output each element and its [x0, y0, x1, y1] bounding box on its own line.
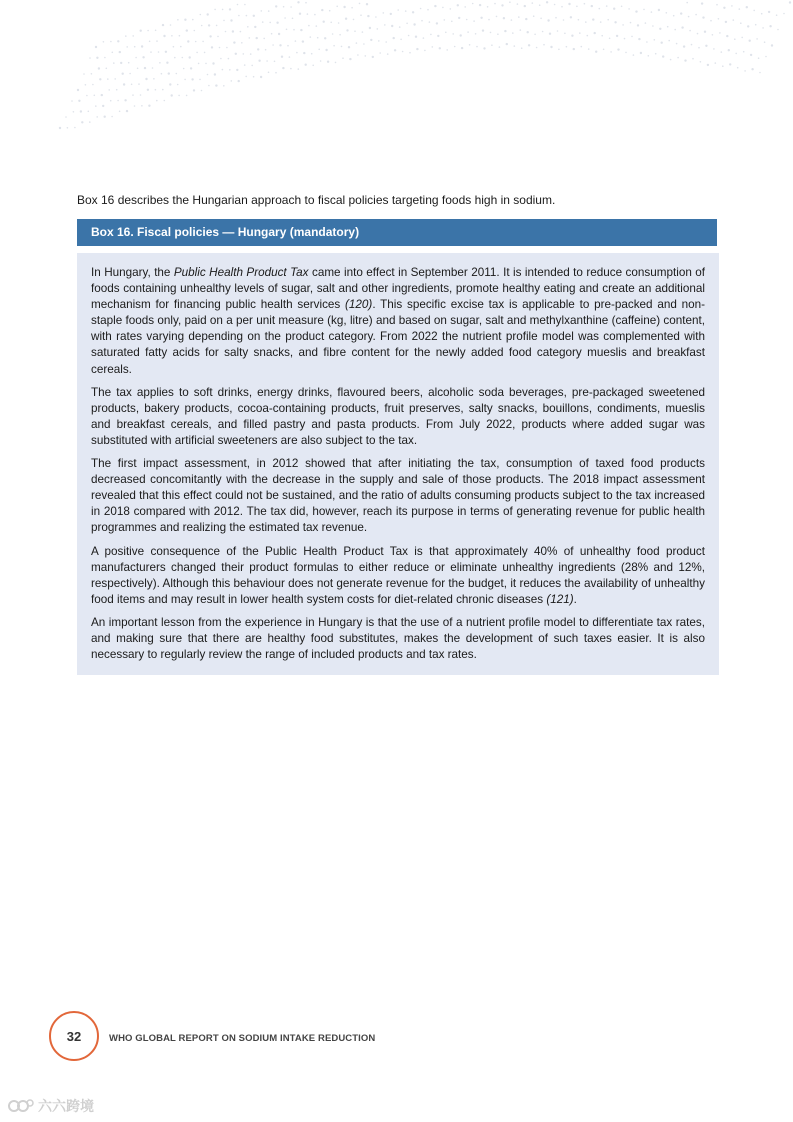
running-title: WHO GLOBAL REPORT ON SODIUM INTAKE REDUCTION — [109, 1033, 376, 1044]
page-number: 32 — [49, 1011, 99, 1061]
watermark-logo-icon — [8, 1098, 34, 1114]
watermark-text: 六六跨境 — [38, 1098, 94, 1114]
box-16-body — [77, 253, 719, 675]
box-paragraph-3: The first impact assessment, in 2012 showed that after initiating the tax, consumption of taxed food products decreased concomitantly with the decrease in the supply and sale of those products. The 2018 impact assessment revealed that this effect could not be sustained, and the ratio of adults consuming products subject to the tax increased in 2018 compared with 2012. The tax did, however, reach its purpose in terms of generating revenue for public health programmes and realizing the estimated tax revenue. — [91, 457, 705, 535]
box-paragraph-4: A positive consequence of the Public Health Product Tax is that approximately 40% of unhealthy food product manufacturers changed their product formulas to either reduce or eliminate unhealthy ingredients (28% and 12%, respectively). Although this behaviour does not generate revenue for the budget, it reduces the availability of unhealthy food items and may result in lower health system costs for diet-related chronic diseases (121). — [91, 544, 705, 606]
box-paragraph-1: In Hungary, the Public Health Product Tax came into effect in September 2011. It is intended to reduce consumption of foods containing unhealthy levels of sugar, salt and other ingredients, promote healthy eating and create an additional mechanism for financing public health services (120). This specific excise tax is applicable to pre-packed and non-staple foods only, paid on a per unit measure (kg, litre) and based on sugar, salt and methylxanthine (caffeine) content, with rates varying depending on the product category. From 2022 the nutrient profile model was complemented with saturated fatty acids for salty snacks, and fibre content for the newly added food category mueslis and breakfast cereals. — [91, 266, 706, 376]
intro-paragraph: Box 16 describes the Hungarian approach to fiscal policies targeting foods high in sodium. — [77, 193, 556, 207]
box-paragraph-5: An important lesson from the experience in Hungary is that the use of a nutrient profile model to differentiate tax rates, and making sure that there are healthy food substitutes, makes the development of such taxes easier. It is also necessary to regularly review the range of included products and tax rates. — [91, 615, 705, 662]
box-paragraph-2: The tax applies to soft drinks, energy drinks, flavoured beers, alcoholic soda beverages, pre-packaged sweetened products, bakery products, cocoa-containing products, fruit preserves, salty snacks, bouillons, condiments, mueslis and breakfast cereals, and filled pastry and pasta products. From July 2022, products where added sugar was substituted with artificial sweeteners are also subject to the tax. — [91, 385, 705, 447]
reference-120: (120) — [345, 298, 373, 312]
watermark — [8, 1096, 94, 1116]
box-16-header: Box 16. Fiscal policies — Hungary (mandatory) — [77, 219, 717, 246]
decorative-dot-pattern — [0, 0, 793, 150]
reference-121: (121) — [546, 592, 574, 606]
